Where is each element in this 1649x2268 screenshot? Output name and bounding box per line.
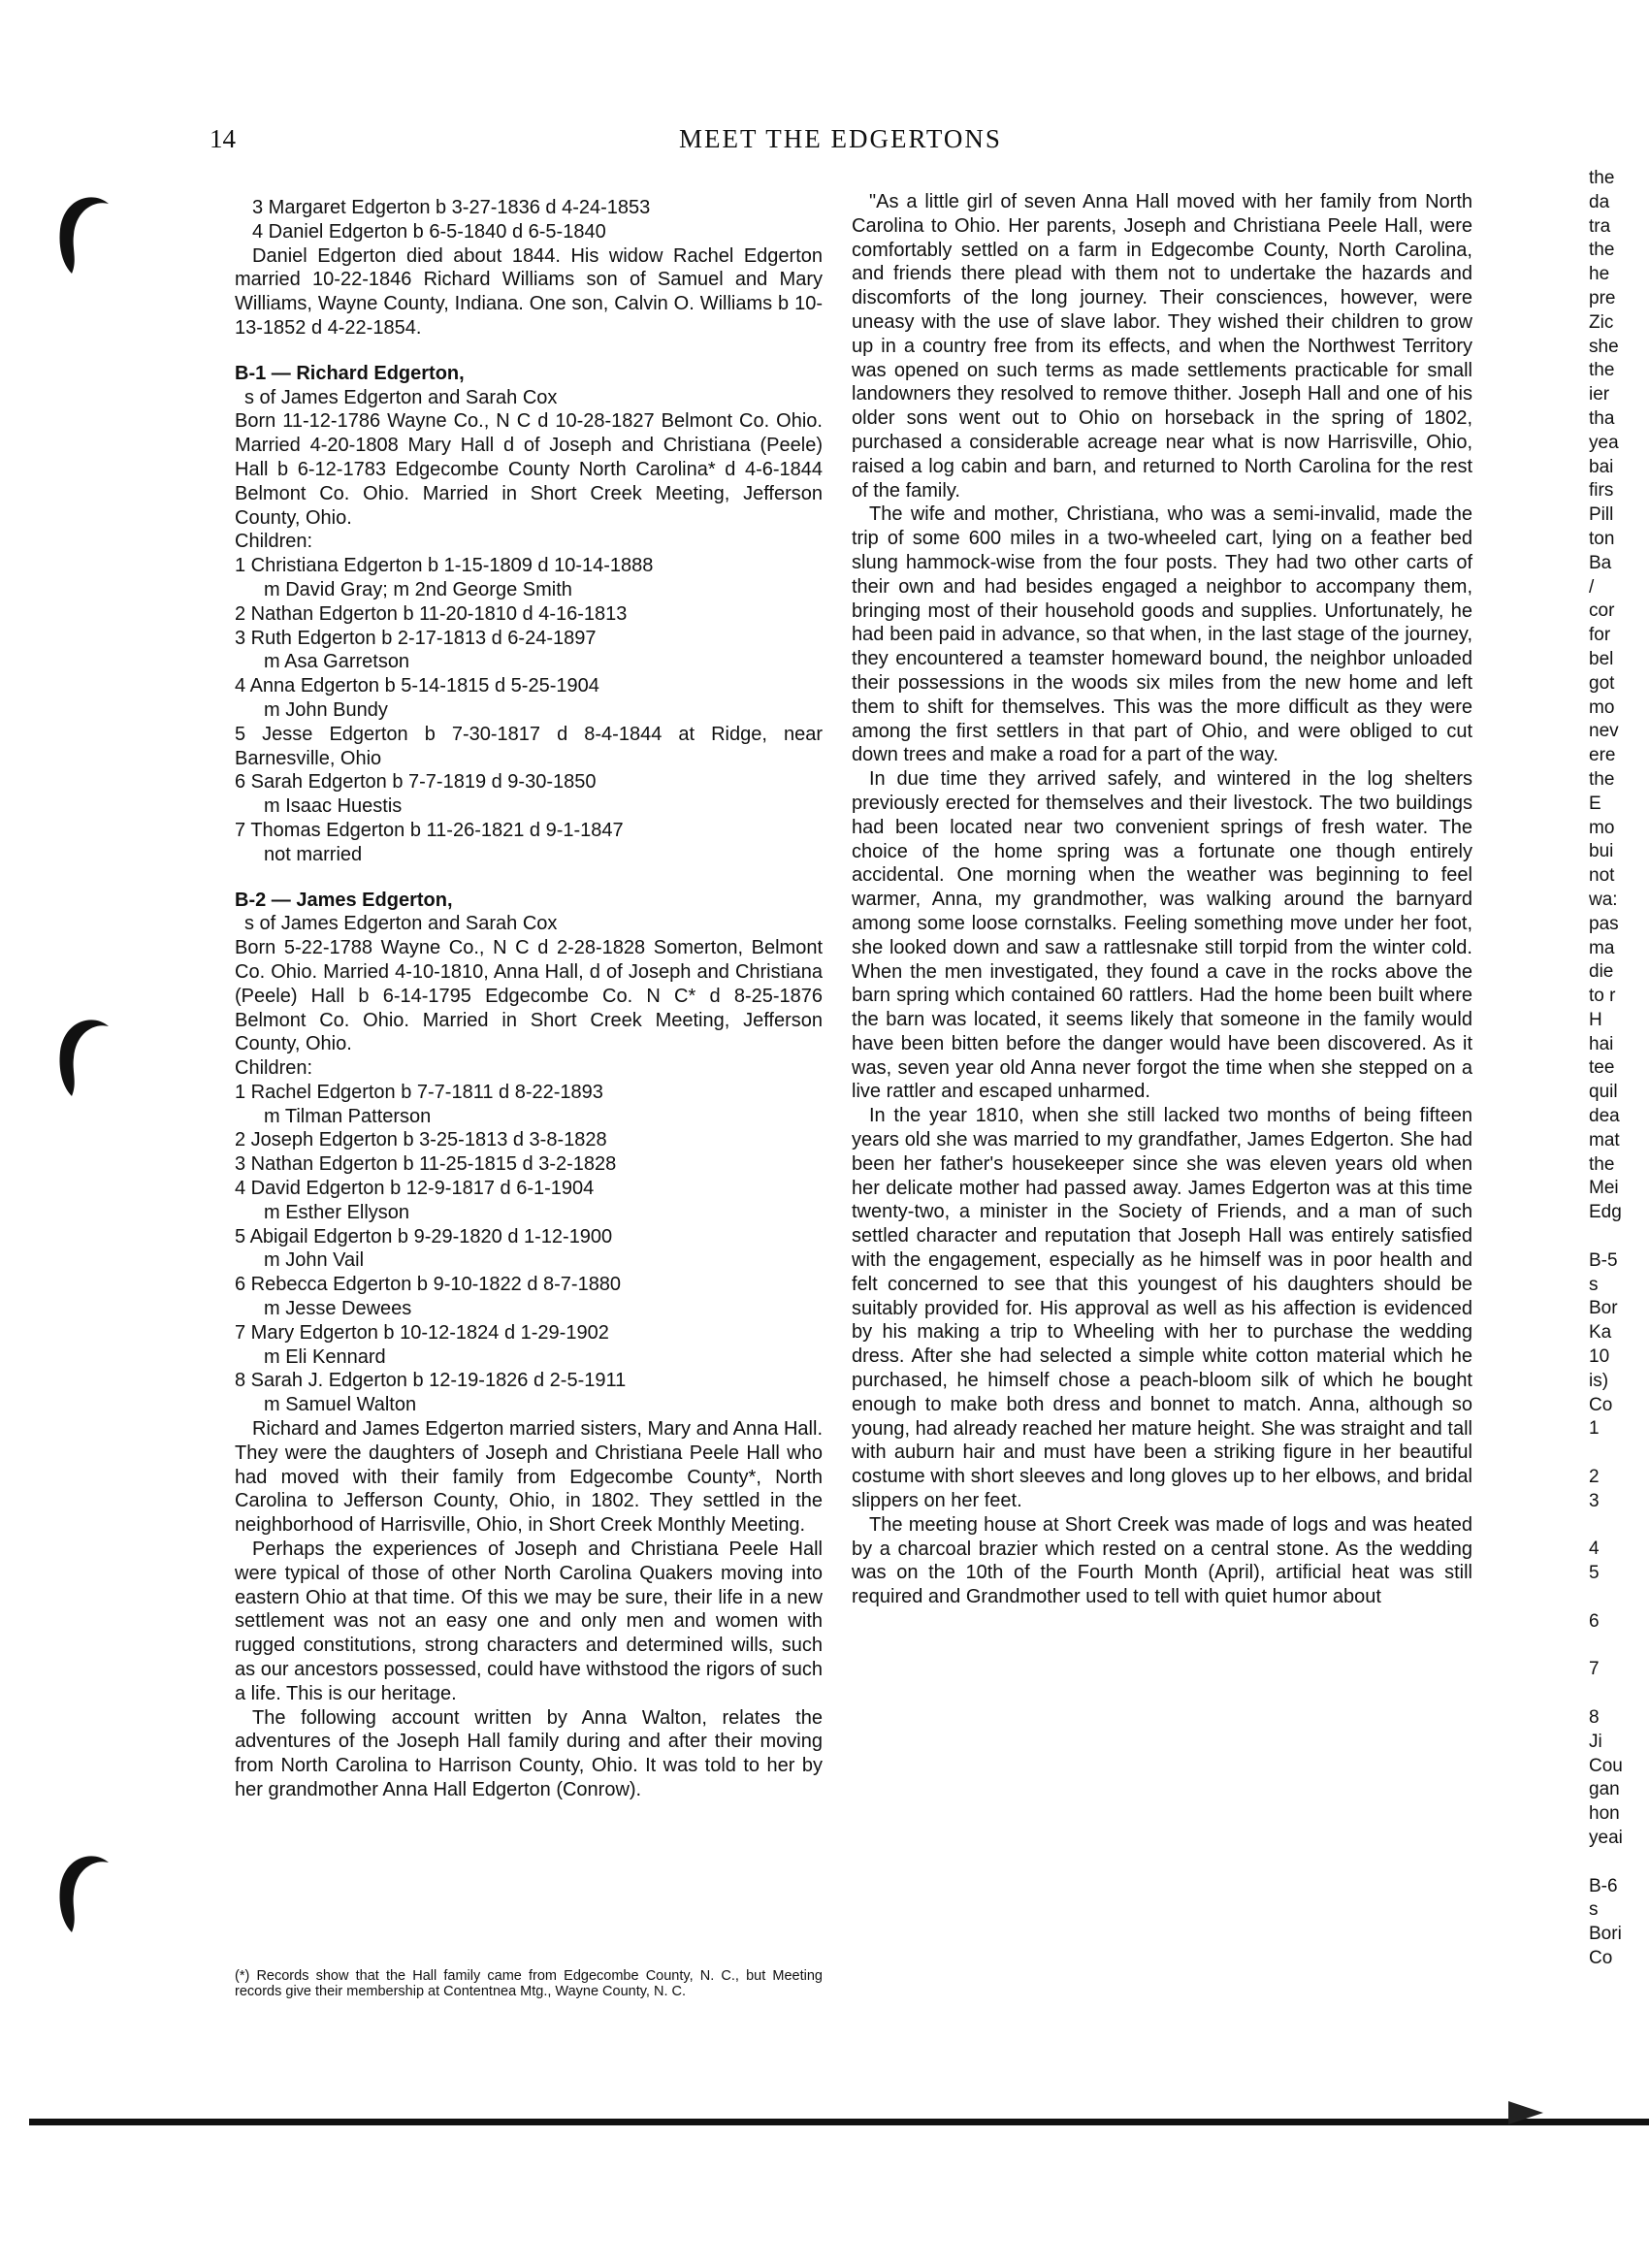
edge-fragment: Ba [1589,552,1612,573]
child-spouse: m John Bundy [264,698,388,721]
edge-fragment: H [1589,1009,1602,1030]
child-entry: 8 Sarah J. Edgerton b 12-19-1826 d 2-5-1911 [235,1370,627,1392]
edge-fragment: Co [1589,1947,1613,1968]
child-spouse: m Esther Ellyson [264,1201,410,1223]
edge-fragment: Co [1589,1394,1613,1415]
narrative-paragraph: In the year 1810, when she still lacked two months of being fifteen years old she was married to my grandfather, James Edgerton. She had been her father's housekeeper since she was eleven years old when her delicate mother had passed away. James Edgerton was at this time twenty-two, a minister in the Society of Friends, and a man of such settled character and reputation that Joseph Hall was entirely satisfied with the engagement, especially as he himself was in poor health and felt concerned to see that this youngest of his daughters should be suitably provided for. His approval as well as his affection is evidenced by his making a trip to Wheeling with her to purchase the wedding dress. After she had selected a simple white cotton material which he purchased, he himself chose a peach-bloom silk of which he bought enough to make both dress and bonnet to match. Anna, although so young, had already reached her mature height. She was straight and tall with auburn hair and must have been a striking figure in her beautiful costume with short sleeves and long gloves up to her elbows, and bridal slippers on her feet. [852,1105,1472,1512]
edge-fragment: cor [1589,600,1615,622]
edge-fragment: for [1589,625,1611,646]
child-entry: 1 Christiana Edgerton b 1-15-1809 d 10-14-1888 [235,555,654,577]
edge-fragment: mo [1589,817,1615,838]
child-entry: 2 Joseph Edgerton b 3-25-1813 d 3-8-1828 [235,1129,607,1151]
page-number: 14 [210,124,236,153]
child-entry: 4 David Edgerton b 12-9-1817 d 6-1-1904 [235,1178,595,1200]
edge-fragment: 2 [1589,1467,1600,1488]
edge-fragment: 3 [1589,1490,1600,1511]
edge-fragment: da [1589,191,1610,212]
edge-fragment: Zic [1589,311,1614,333]
edge-fragment: got [1589,672,1615,694]
edge-fragment: the [1589,1153,1615,1175]
edge-fragment: s [1589,1274,1599,1295]
daniel-note: Daniel Edgerton died about 1844. His widow Rachel Edgerton married 10-22-1846 Richard Williams son of Samuel and Mary Williams, Wayne County, Indiana. One son, Calvin O. Williams b 10-13-1852 d 4-22-1854. [235,244,823,339]
edge-fragment: 5 [1589,1563,1600,1584]
child-entry: 3 Ruth Edgerton b 2-17-1813 d 6-24-1897 [235,627,597,649]
binder-hole-mark [54,1013,113,1100]
edge-fragment: pre [1589,287,1616,308]
edge-fragment [1589,1635,1649,1659]
b1-children-label: Children: [235,531,313,553]
edge-fragment: bai [1589,456,1614,477]
body-paragraph: Perhaps the experiences of Joseph and Christiana Peele Hall were typical of those of other North Carolina Quakers moving into eastern Ohio at that time. Of this we may be sure, their life in a new settlement was not an easy one and only men and women with rugged constitutions, strong characters and determined wills, such as our ancestors possessed, could have withstood the rigors of such a life. This is our heritage. [235,1539,823,1704]
edge-fragment: Ji [1589,1731,1602,1752]
narrative-paragraph: The meeting house at Short Creek was made of logs and was heated by a charcoal brazier which rested on a central stone. As the wedding was on the 10th of the Fourth Month (April), artificial heat was still required and Grandmother used to tell with quiet humor about [852,1513,1472,1608]
page-header [0,124,1649,163]
edge-fragment: hai [1589,1033,1614,1054]
edge-fragment: mo [1589,697,1615,718]
edge-fragment: B-5 [1589,1249,1618,1271]
edge-fragment: tee [1589,1057,1615,1079]
child-spouse: m Samuel Walton [264,1394,417,1416]
b2-children-list [235,1081,823,1417]
edge-fragment: B-6 [1589,1875,1618,1896]
edge-fragment: 1 [1589,1418,1600,1440]
child-entry: 2 Nathan Edgerton b 11-20-1810 d 4-16-1813 [235,602,628,625]
edge-fragment: die [1589,961,1614,983]
b1-heading: B-1 — Richard Edgerton, [235,362,465,384]
edge-fragment: dea [1589,1106,1620,1127]
edge-fragment: Ka [1589,1322,1612,1344]
edge-fragment: / [1589,576,1595,598]
narrative-paragraph: "As a little girl of seven Anna Hall moved with her family from North Carolina to Ohio. Her parents, Joseph and Christiana Peele Hall, were comfortably settled on a farm in Edgecombe County, North Carolina, and friends there plead with them not to undertake the hazards and discomforts of the long journey. Their consciences, however, were uneasy with the use of slave labor. They wished their children to grow up in a country free from its effects, and when the Northwest Territory was opened on such terms as made settlements practicable for small landowners they resolved to remove thither. Joseph Hall and one of his older sons went out to Ohio on horseback in the spring of 1802, purchased a considerable acreage near what is now Harrisville, Ohio, raised a log cabin and barn, and returned to North Carolina for the rest of the family. [852,191,1472,502]
edge-fragment: quil [1589,1082,1618,1103]
child-entry: 5 Abigail Edgerton b 9-29-1820 d 1-12-1900 [235,1225,613,1247]
edge-fragment [1589,1442,1649,1466]
child-entry: 4 Anna Edgerton b 5-14-1815 d 5-25-1904 [235,675,599,697]
binder-hole-mark [54,1849,113,1936]
edge-fragment: s [1589,1899,1599,1921]
edge-fragment: ma [1589,937,1615,958]
b1-bio: Born 11-12-1786 Wayne Co., N C d 10-28-1827 Belmont Co. Ohio. Married 4-20-1808 Mary Hall d of Joseph and Christiana (Peele) Hall b 6-12-1783 Edgecombe County North Carolina* d 4-6-1844 Belmont Co. Ohio. Married in Short Creek Meeting, Jefferson County, Ohio. [235,410,823,529]
child-spouse: m Jesse Dewees [264,1298,412,1320]
body-paragraph: Richard and James Edgerton married sisters, Mary and Anna Hall. They were the daughters of Joseph and Christiana Peele Hall who had moved with their family from Edgecombe County*, North Carolina to Jefferson County, Ohio, in 1802. They settled in the neighborhood of Harrisville, Ohio, in Short Creek Monthly Meeting. [235,1418,823,1537]
child-entry: 3 Nathan Edgerton b 11-25-1815 d 3-2-1828 [235,1153,617,1176]
child-spouse: m Isaac Huestis [264,795,403,818]
child-spouse: m Asa Garretson [264,651,410,673]
body-paragraph: The following account written by Anna Walton, relates the adventures of the Joseph Hall family during and after their moving from North Carolina to Harrison County, Ohio. It was told to her by her grandmother Anna Hall Edgerton (Conrow). [235,1706,823,1800]
edge-fragment: 8 [1589,1707,1600,1728]
edge-fragment: pas [1589,913,1619,934]
child-spouse: m David Gray; m 2nd George Smith [264,578,572,600]
edge-fragment: hon [1589,1803,1620,1825]
edge-fragment [1589,1851,1649,1875]
edge-fragment: the [1589,168,1615,188]
edge-fragment: tra [1589,215,1611,237]
edge-fragment: E [1589,793,1601,814]
continuation-line: 4 Daniel Edgerton b 6-5-1840 d 6-5-1840 [252,220,606,243]
right-column [852,190,1472,1609]
edge-fragment: he [1589,264,1610,285]
b1-parents: s of James Edgerton and Sarah Cox [244,386,558,408]
edge-fragment: gan [1589,1779,1620,1800]
edge-fragment: yea [1589,432,1619,453]
edge-fragment: Pill [1589,504,1614,526]
b2-heading: B-2 — James Edgerton, [235,889,453,911]
child-spouse: not married [264,843,363,865]
b2-bio: Born 5-22-1788 Wayne Co., N C d 2-28-1828 Somerton, Belmont Co. Ohio. Married 4-10-1810, Anna Hall, d of Joseph and Christiana (Peele) Hall b 6-14-1795 Edgecombe Co. N C* d 8-25-1876 Belmont Co. Ohio. Married in Short Creek Meeting, Jefferson County, Ohio. [235,937,823,1055]
child-spouse: m Eli Kennard [264,1345,386,1368]
b2-parents: s of James Edgerton and Sarah Cox [244,913,558,935]
edge-fragment: bui [1589,841,1614,862]
edge-fragment [1589,1586,1649,1610]
edge-fragment: 10 [1589,1346,1610,1368]
binder-hole-mark [54,190,113,277]
continuation-line: 3 Margaret Edgerton b 3-27-1836 d 4-24-1853 [252,197,651,218]
child-entry: 1 Rachel Edgerton b 7-7-1811 d 8-22-1893 [235,1081,603,1103]
b2-children-label: Children: [235,1057,313,1080]
edge-fragment: ier [1589,384,1610,405]
adjacent-page-edge [1589,167,1649,1971]
edge-fragment: she [1589,336,1619,357]
edge-fragment: the [1589,240,1615,261]
edge-fragment: 4 [1589,1539,1600,1560]
child-spouse: m Tilman Patterson [264,1105,432,1127]
edge-fragment: bel [1589,648,1614,669]
running-title: MEET THE EDGERTONS [679,124,1002,153]
child-entry: 6 Rebecca Edgerton b 9-10-1822 d 8-7-1880 [235,1274,622,1296]
left-column [235,196,823,1802]
edge-fragment: 6 [1589,1610,1600,1632]
edge-fragment: yeai [1589,1827,1623,1848]
edge-fragment: mat [1589,1129,1620,1150]
child-entry: 6 Sarah Edgerton b 7-7-1819 d 9-30-1850 [235,771,597,794]
edge-fragment: the [1589,360,1615,381]
edge-fragment: to r [1589,986,1616,1007]
arrow-mark [1508,2101,1543,2124]
edge-fragment: Mei [1589,1178,1619,1199]
edge-fragment [1589,1225,1649,1249]
edge-fragment: Bor [1589,1298,1618,1319]
child-entry: 7 Thomas Edgerton b 11-26-1821 d 9-1-1847 [235,819,624,841]
child-entry: 7 Mary Edgerton b 10-12-1824 d 1-29-1902 [235,1321,609,1344]
edge-fragment: tha [1589,407,1615,429]
edge-fragment: 7 [1589,1659,1600,1680]
edge-fragment: ton [1589,528,1615,549]
edge-fragment [1589,1682,1649,1706]
edge-fragment [1589,1514,1649,1539]
edge-fragment: firs [1589,480,1614,502]
edge-fragment: Edg [1589,1202,1622,1223]
footnote: (*) Records show that the Hall family came from Edgecombe County, N. C., but Meeting records give their membership at Contentnea Mtg., Wayne County, N. C. [235,1967,823,1999]
child-entry: 5 Jesse Edgerton b 7-30-1817 d 8-4-1844 at Ridge, near Barnesville, Ohio [235,723,823,769]
edge-fragment: nev [1589,721,1619,742]
edge-fragment: is) [1589,1370,1609,1391]
edge-fragment: Bori [1589,1924,1622,1945]
narrative-paragraph: The wife and mother, Christiana, who was a semi-invalid, made the trip of some 600 miles in a two-wheeled cart, lying on a feather bed slung hammock-wise from the four posts. They had two other carts of their own and had besides engaged a neighbor to accompany them, bringing most of their household goods and supplies. Unfortunately, he had been paid in advance, so that when, in the last stage of the journey, they encountered a teamster homeward bound, the neighbor unloaded their possessions in the woods six miles from the new home and left them to shift for themselves. This was the more difficult as they were among the first settlers in that part of Ohio, and were obliged to cut down trees and make a road for a part of the way. [852,503,1472,766]
child-spouse: m John Vail [264,1249,365,1272]
edge-fragment: Cou [1589,1755,1623,1776]
narrative-paragraph: In due time they arrived safely, and wintered in the log shelters previously erected for themselves and their livestock. The two buildings had been located near two convenient springs of fresh water. The choice of the home spring was a fortunate one though entirely accidental. One morning when the weather was beginning to feel warmer, Anna, my grandmother, was walking around the barnyard among some loose cornstalks. Feeling something move under her foot, she looked down and saw a rattlesnake still torpid from the winter cold. When the men investigated, they found a cave in the rocks above the barn spring which contained 60 rattlers. Had the home been built where the barn was located, it seems likely that someone in the family would have been bitten before the danger would have been discovered. As it was, seven year old Anna never forgot the time when she stepped on a live rattler and escaped unharmed. [852,768,1472,1103]
b1-children-list [235,554,823,866]
bottom-rule [29,2119,1649,2125]
edge-fragment: not [1589,865,1615,887]
edge-fragment: ere [1589,745,1616,766]
edge-fragment: the [1589,768,1615,790]
edge-fragment: wa: [1589,889,1618,910]
